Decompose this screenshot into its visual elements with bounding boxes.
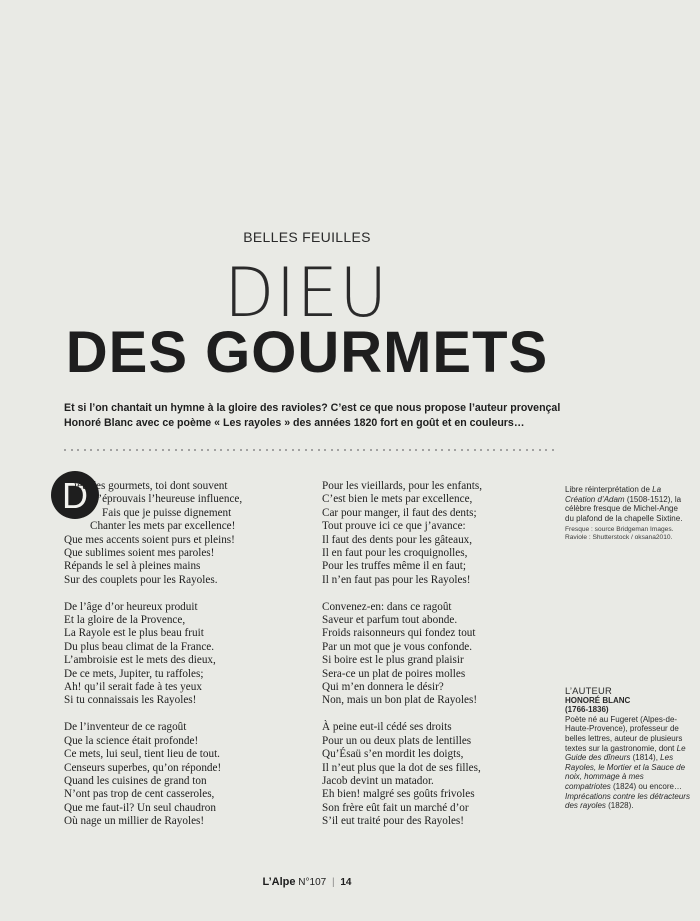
poem-line: Quand les cuisines de grand ton [64,774,207,787]
poem-stanza [322,480,562,587]
divider-dot [103,449,105,451]
divider-dot [474,449,476,451]
poem-line: Si tu connaissais les Rayoles! [64,694,197,707]
divider-dot [467,449,469,451]
divider-dot [110,449,112,451]
caption-part: Libre réinterprétation de [565,485,653,494]
poem-line: À peine eut-il cédé ses droits [322,721,452,734]
divider-dot [292,449,294,451]
divider-dot [454,449,456,451]
author-label: L’AUTEUR [565,685,612,696]
divider-dot [71,449,73,451]
divider-dot [487,449,489,451]
divider-dot [357,449,359,451]
divider-dot [402,449,404,451]
divider-dot [532,449,534,451]
poem-line: Jacob devint un matador. [322,774,434,787]
poem-line: De ce mets, Jupiter, tu raffoles; [64,667,204,680]
poem-line: Sera-ce un plat de poires molles [322,667,466,680]
bio-part: (1824) ou encore… [610,781,682,791]
divider-dot [136,449,138,451]
divider-dot [415,449,417,451]
divider-dot [500,449,502,451]
poem-line: Pour un ou deux plats de lentilles [322,734,472,747]
divider-dot [77,449,79,451]
divider-dot [493,449,495,451]
poem-line: Tout prouve ici ce que j’avance: [322,520,466,533]
poem-line: Convenez-en: dans ce ragoût [322,600,452,613]
title-line-2: DES GOURMETS [65,320,549,385]
poem-line: Il n’en faut pas pour les Rayoles! [322,573,471,586]
divider-dot [370,449,372,451]
poem-line: Du plus beau climat de la France. [64,640,215,653]
bio-work-title: Les Rayoles, le Mortier et la Sauce de noix, hommage à mes compatriotes [565,753,686,791]
divider-dot [64,449,66,451]
poem-line: Non, mais un bon plat de Rayoles! [322,694,478,707]
poem-line: Pour les vieillards, pour les enfants, [322,480,483,492]
divider-dot [435,449,437,451]
divider-dot [116,449,118,451]
poem-line: Si boire est le plus grand plaisir [322,654,464,667]
divider-dot [233,449,235,451]
divider-dot [227,449,229,451]
divider-dot [324,449,326,451]
divider-dot [552,449,554,451]
divider-dot [279,449,281,451]
divider-dot [220,449,222,451]
poem-line: La Rayole est le plus beau fruit [64,627,204,640]
bio-part: (1828). [605,801,634,811]
divider-dot [363,449,365,451]
photo-credit: Fresque : source Bridgeman Images. Raviole : Shutterstock / oksana2010. [565,526,674,542]
poem-line: Il n’eut plus que la dot de ses filles, [322,761,481,774]
divider-dot [350,449,352,451]
divider-dot [519,449,521,451]
poem-stanza [322,721,562,828]
poem-line: Chanter les mets par excellence! [90,520,236,533]
divider-dot [513,449,515,451]
poem-line: Ce mets, lui seul, tient lieu de tout. [64,748,220,761]
poem-stanza [64,480,304,587]
author-dates: (1766-1836) [565,705,609,715]
drop-cap: D [51,471,99,519]
divider-dot [240,449,242,451]
poem-line: Son frère eût fait un marché d’or [322,801,469,814]
intro-paragraph: Et si l’on chantait un hymne à la gloire des ravioles? C’est ce que nous propose l’auteur provençal Honoré Blanc avec ce poème « Les rayoles » des années 1820 fort en goût et en couleurs… [64,402,561,429]
magazine-name: L’Alpe [262,876,296,888]
divider-dot [194,449,196,451]
poem-line: Que sublimes soient mes paroles! [64,547,215,560]
divider-dot [272,449,274,451]
divider-dot [168,449,170,451]
divider-dot [376,449,378,451]
caption-part: (1508-1512), la célèbre fresque de Michel-Ange du plafond de la chapelle Sixtine. [565,494,683,523]
divider-dot [129,449,131,451]
divider-dot [188,449,190,451]
poem-line: Que mes accents soient purs et pleins! [64,533,235,546]
poem-line: Eh bien! malgré ses goûts frivoles [322,788,475,801]
caption-text [565,485,685,523]
divider-dot [175,449,177,451]
poem-line: L’ambroisie est le mets des dieux, [64,654,216,667]
image-caption [565,485,685,542]
divider-dot [123,449,125,451]
poem-stanza [322,601,562,708]
divider-dot [383,449,385,451]
divider-dot [311,449,313,451]
title-line-1-text: DIEU [224,254,390,333]
divider-dot [337,449,339,451]
author-name: HONORÉ BLANC [565,695,631,705]
divider-dot [305,449,307,451]
divider-dot [539,449,541,451]
poem-line: Qu’Ésaü s’en mordit les doigts, [322,748,464,761]
divider-dot [318,449,320,451]
divider-dot [201,449,203,451]
bio-work-title: Le Guide des dîneurs [565,743,686,763]
dotted-divider [64,447,554,453]
bio-work-title: Imprécations contre les détracteurs des rayoles [565,791,690,811]
poem-line: Fais que je puisse dignement [102,506,232,519]
divider-dot [285,449,287,451]
divider-dot [155,449,157,451]
divider-dot [181,449,183,451]
divider-dot [97,449,99,451]
bio-part: Poète né au Fugeret (Alpes-de-Haute-Provence), professeur de belles lettres, auteur de plusieurs textes sur la gastronomie, dont [565,714,683,753]
issue-number: N°107 [298,877,327,888]
poem-line: Que la science était profonde! [64,734,199,747]
divider-dot [246,449,248,451]
poem-line: C’est bien le mets par excellence, [322,493,473,506]
divider-dot [149,449,151,451]
divider-dot [259,449,261,451]
poem-line: Censeurs superbes, qu’on réponde! [64,761,222,774]
divider-dot [142,449,144,451]
poem-line: ieu des gourmets, toi dont souvent [74,480,228,492]
poem-line: Car pour manger, il faut des dents; [322,506,477,519]
divider-dot [448,449,450,451]
poem-line: Répands le sel à pleines mains [64,560,201,573]
divider-dot [480,449,482,451]
divider-dot [162,449,164,451]
poem-line: Froids raisonneurs qui fondez tout [322,627,476,640]
poem-line: Saveur et parfum tout abonde. [322,614,458,627]
caption-artwork-title: La Création d’Adam [565,485,662,504]
poem-line: Et la gloire de la Provence, [64,614,186,627]
section-rubric: BELLES FEUILLES [243,229,371,245]
divider-dot [396,449,398,451]
poem-line: Sur des couplets pour les Rayoles. [64,573,218,586]
poem-line: Qui m’en donnera le désir? [322,681,444,694]
page-footer [0,876,614,888]
poem-line: Par un mot que je vous confonde. [322,640,473,653]
poem-line: De l’âge d’or heureux produit [64,600,198,613]
divider-dot [422,449,424,451]
poem-line: N’ont pas trop de cent casseroles, [64,788,215,801]
poem-line: Ah! qu’il serait fade à tes yeux [64,681,202,694]
footer-separator: | [331,877,335,888]
poem-line: S’il eut traité pour des Rayoles! [322,815,464,828]
divider-dot [331,449,333,451]
divider-dot [409,449,411,451]
author-bio [565,715,690,811]
divider-dot [214,449,216,451]
divider-dot [389,449,391,451]
poem-stanza [64,601,304,708]
poem-line: Que me faut-il? Un seul chaudron [64,801,216,814]
divider-dot [526,449,528,451]
author-box [565,686,690,811]
poem-stanza [64,721,304,828]
poem-line: Il faut des dents pour les gâteaux, [322,533,473,546]
divider-dot [441,449,443,451]
divider-dot [545,449,547,451]
page-number: 14 [340,877,352,888]
poem-line: De l’inventeur de ce ragoût [64,721,187,734]
divider-dot [90,449,92,451]
poem-line: Il en faut pour les croquignolles, [322,547,468,560]
divider-dot [253,449,255,451]
divider-dot [344,449,346,451]
divider-dot [298,449,300,451]
poem-line: J’éprouvais l’heureuse influence, [94,493,243,506]
poem-column-1 [64,480,304,842]
poem-line: Où nage un millier de Rayoles! [64,815,205,828]
poem-column-2 [322,480,562,842]
poem-line: Pour les truffes même il en faut; [322,560,466,573]
bio-part: (1814), [630,753,661,763]
divider-dot [506,449,508,451]
divider-dot [428,449,430,451]
divider-dot [461,449,463,451]
divider-dot [207,449,209,451]
divider-dot [266,449,268,451]
divider-dot [84,449,86,451]
